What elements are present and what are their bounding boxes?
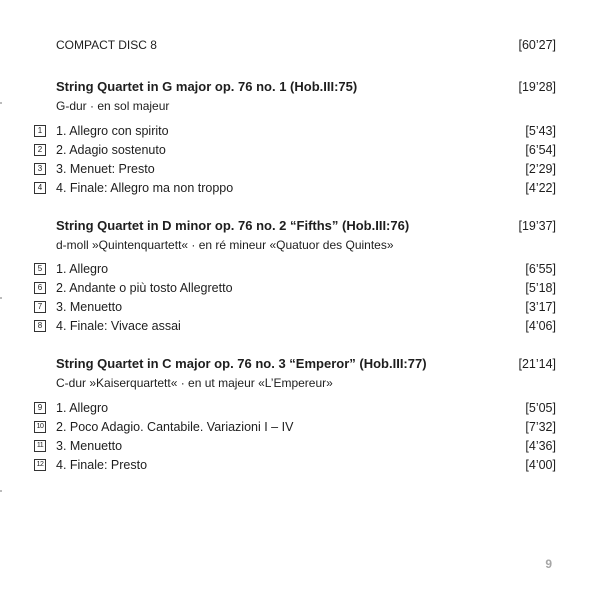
scan-mark — [0, 490, 2, 492]
track-row — [0, 398, 599, 418]
work-title: String Quartet in C major op. 76 no. 3 “Emperor” (Hob.III:77) — [56, 356, 427, 371]
track-number: 6 — [34, 282, 46, 294]
track-number: 8 — [34, 320, 46, 332]
track-row — [0, 259, 599, 279]
work-duration: [21’14] — [518, 357, 556, 371]
track-duration: [5’05] — [525, 401, 556, 415]
disc-header — [0, 35, 599, 55]
scan-mark — [0, 297, 2, 299]
track-row — [0, 159, 599, 179]
track-number: 11 — [34, 440, 46, 452]
track-row — [0, 436, 599, 456]
disc-duration: [60’27] — [518, 38, 556, 52]
track-title: 1. Allegro — [56, 262, 109, 276]
track-title: 1. Allegro con spirito — [56, 124, 169, 138]
track-duration: [6’54] — [525, 143, 556, 157]
track-duration: [4’06] — [525, 319, 556, 333]
track-duration: [5’43] — [525, 124, 556, 138]
work-subtitle-row — [0, 235, 599, 255]
track-duration: [3’17] — [525, 300, 556, 314]
track-row — [0, 140, 599, 160]
track-title: 1. Allegro — [56, 401, 109, 415]
track-row — [0, 316, 599, 336]
track-number: 4 — [34, 182, 46, 194]
track-row — [0, 417, 599, 437]
work-subtitle-row — [0, 373, 599, 393]
disc-label: COMPACT DISC 8 — [56, 38, 157, 52]
track-number: 2 — [34, 144, 46, 156]
track-row — [0, 178, 599, 198]
track-title: 4. Finale: Presto — [56, 458, 148, 472]
track-row — [0, 121, 599, 141]
track-title: 3. Menuet: Presto — [56, 162, 155, 176]
track-row — [0, 278, 599, 298]
track-number: 7 — [34, 301, 46, 313]
track-number: 10 — [34, 421, 46, 433]
track-number: 1 — [34, 125, 46, 137]
track-number: 5 — [34, 263, 46, 275]
work-title-row — [0, 354, 599, 374]
track-duration: [5’18] — [525, 281, 556, 295]
work-title-row — [0, 216, 599, 236]
track-duration: [6’55] — [525, 262, 556, 276]
track-duration: [7’32] — [525, 420, 556, 434]
track-title: 2. Poco Adagio. Cantabile. Variazioni I – IV — [56, 420, 294, 434]
track-title: 3. Menuetto — [56, 300, 123, 314]
track-duration: [4’36] — [525, 439, 556, 453]
track-title: 4. Finale: Allegro ma non troppo — [56, 181, 234, 195]
track-number: 9 — [34, 402, 46, 414]
work-subtitle: G-dur · en sol majeur — [56, 99, 170, 113]
track-duration: [4’22] — [525, 181, 556, 195]
work-subtitle: C-dur »Kaiserquartett« · en ut majeur «L’Empereur» — [56, 376, 333, 390]
work-duration: [19’28] — [518, 80, 556, 94]
page-number: 9 — [545, 557, 552, 571]
track-title: 4. Finale: Vivace assai — [56, 319, 181, 333]
work-subtitle: d-moll »Quintenquartett« · en ré mineur «Quatuor des Quintes» — [56, 238, 394, 252]
work-subtitle-row — [0, 96, 599, 116]
work-title-row — [0, 77, 599, 97]
work-duration: [19’37] — [518, 219, 556, 233]
scan-mark — [0, 102, 2, 104]
track-duration: [2’29] — [525, 162, 556, 176]
track-row — [0, 297, 599, 317]
track-number: 3 — [34, 163, 46, 175]
track-duration: [4’00] — [525, 458, 556, 472]
track-title: 2. Andante o più tosto Allegretto — [56, 281, 233, 295]
track-title: 3. Menuetto — [56, 439, 123, 453]
track-title: 2. Adagio sostenuto — [56, 143, 166, 157]
track-number: 12 — [34, 459, 46, 471]
work-title: String Quartet in D minor op. 76 no. 2 “Fifths” (Hob.III:76) — [56, 218, 410, 233]
work-title: String Quartet in G major op. 76 no. 1 (Hob.III:75) — [56, 79, 358, 94]
track-row — [0, 455, 599, 475]
